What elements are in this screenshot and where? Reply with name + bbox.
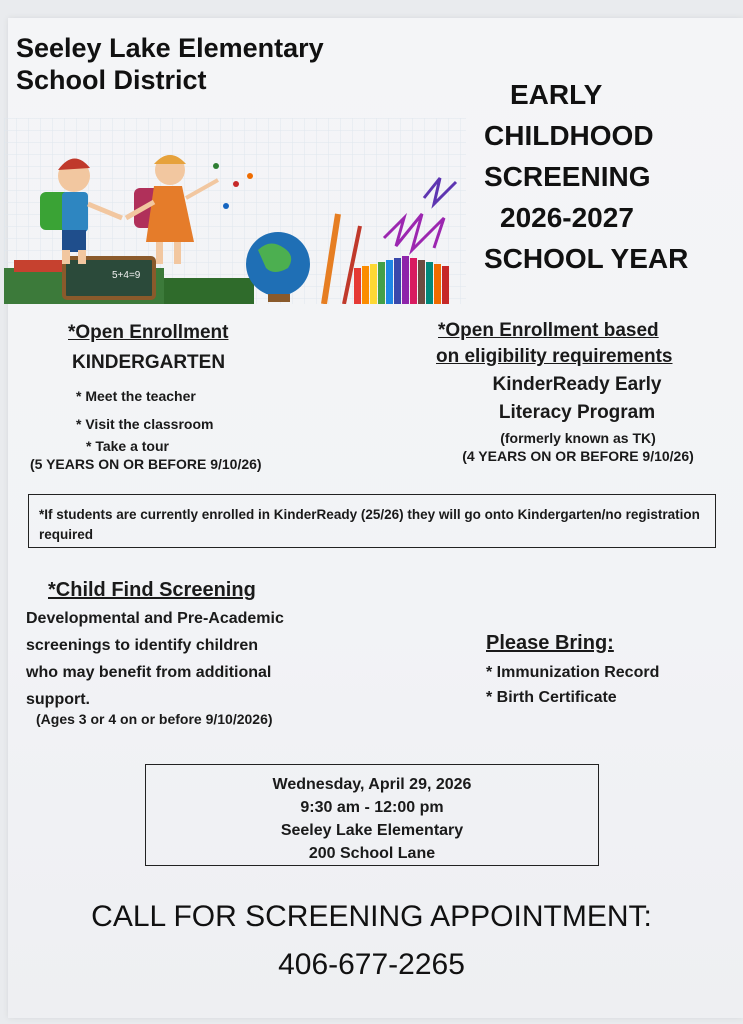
title-line-3: SCREENING [484, 161, 651, 192]
kinderready-heading-2: on eligibility requirements [436, 346, 673, 367]
please-bring-list [486, 660, 659, 710]
kinderready-section [432, 320, 732, 464]
title-line-4: 2026-2027 [500, 202, 634, 233]
event-address: 200 School Lane [308, 845, 436, 862]
event-location: Seeley Lake Elementary [280, 822, 464, 839]
chalkboard-math: 5+4=9 [112, 270, 141, 281]
kinderready-program-1: KinderReady Early [492, 374, 662, 395]
kinderready-note-box [28, 494, 716, 548]
child-find-heading: *Child Find Screening [48, 579, 256, 601]
kindergarten-subheading: KINDERGARTEN [72, 352, 226, 373]
title-line-1: EARLY [510, 79, 603, 110]
child-find-ages: (Ages 3 or 4 on or before 9/10/2026) [36, 711, 273, 727]
bring-item-immunization: * Immunization Record [486, 664, 660, 681]
kinderready-program-2: Literacy Program [498, 402, 656, 423]
title-line-5: SCHOOL YEAR [484, 243, 689, 274]
kindergarten-bullet-1: * Meet the teacher [76, 388, 196, 404]
flyer-title [470, 74, 710, 279]
kinderready-heading-1: *Open Enrollment based [438, 320, 659, 341]
school-name-line1: Seeley Lake Elementary [16, 33, 324, 63]
event-details-box [145, 764, 599, 866]
kindergarten-bullet-3: * Take a tour [86, 438, 169, 454]
kinderready-formerly: (formerly known as TK) [500, 430, 656, 446]
kinderready-note-text: *If students are currently enrolled in KinderReady (25/26) they will go onto Kindergarten/no registration required [39, 507, 700, 542]
please-bring-heading: Please Bring: [486, 632, 614, 654]
phone-number: 406-677-2265 [278, 948, 465, 981]
call-to-action: CALL FOR SCREENING APPOINTMENT: [91, 900, 652, 933]
child-find-line-1: Developmental and Pre-Academic [26, 610, 284, 627]
child-find-line-2: screenings to identify children [26, 637, 259, 654]
school-district-name [16, 32, 324, 96]
kindergarten-section [30, 322, 300, 472]
chalkboard [64, 258, 154, 298]
kinderready-eligibility: (4 YEARS ON OR BEFORE 9/10/26) [462, 448, 694, 464]
school-name-line2: School District [16, 65, 207, 95]
child-find-line-3: who may benefit from additional [26, 664, 272, 681]
child-find-line-4: support. [26, 691, 90, 708]
bring-item-birth-certificate: * Birth Certificate [486, 689, 617, 706]
kindergarten-bullet-2: * Visit the classroom [76, 416, 214, 432]
child-find-description [26, 605, 326, 713]
title-line-2: CHILDHOOD [484, 120, 654, 151]
school-kids-illustration [4, 118, 466, 304]
event-date: Wednesday, April 29, 2026 [272, 776, 472, 793]
kindergarten-eligibility: (5 YEARS ON OR BEFORE 9/10/26) [30, 456, 262, 472]
kindergarten-heading: *Open Enrollment [68, 322, 229, 343]
event-time: 9:30 am - 12:00 pm [300, 799, 444, 816]
